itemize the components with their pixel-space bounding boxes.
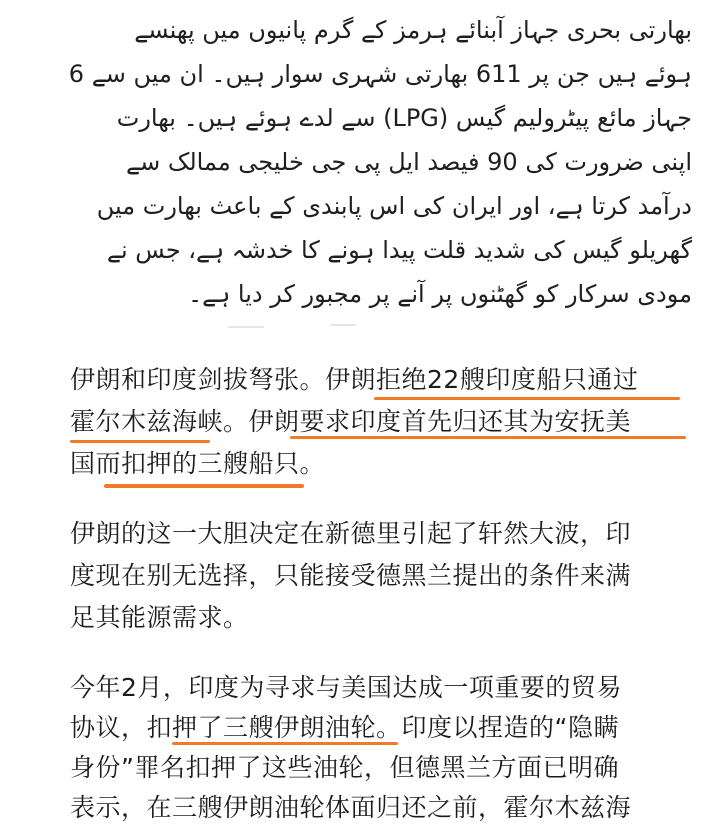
highlight-underline [172, 742, 398, 745]
urdu-line: ہوئے ہیں جن پر 611 بھارتی شہری سوار ہیں۔ ان میں سے 6 [68, 60, 692, 88]
zh-line: 国而扣押的三艘船只。 [70, 449, 326, 478]
faint-mark [330, 324, 356, 326]
highlight-underline [374, 397, 680, 400]
zh-line: 身份”罪名扣押了这些油轮，但德黑兰方面已明确 [70, 753, 619, 782]
urdu-line: مودی سرکار کو گھٹنوں پر آنے پر مجبور کر دیا ہے۔ [188, 280, 692, 308]
highlight-underline [70, 440, 210, 443]
zh-paragraph-3 [70, 666, 690, 832]
urdu-line: درآمد کرتا ہے، اور ایران کی اس پابندی کے باعث بھارت میں [96, 192, 692, 220]
urdu-paragraph [0, 0, 728, 320]
highlight-underline [104, 484, 304, 488]
urdu-line: اپنی ضرورت کی 90 فیصد ایل پی جی خلیجی ممالک سے [126, 148, 692, 176]
zh-line: 伊朗和印度剑拔弩张。伊朗拒绝22艘印度船只通过 [70, 365, 639, 394]
zh-line: 足其能源需求。 [70, 603, 249, 632]
zh-line: 协议，扣押了三艘伊朗油轮。印度以捏造的“隐瞒 [70, 713, 619, 742]
zh-line: 度现在别无选择，只能接受德黑兰提出的条件来满 [70, 561, 632, 590]
urdu-line: بھارتی بحری جہاز آبنائے ہرمز کے گرم پانیوں میں پھنسے [134, 16, 692, 44]
urdu-line: گھریلو گیس کی شدید قلت پیدا ہونے کا خدشہ ہے، جس نے [106, 236, 692, 264]
urdu-line: جہاز مائع پیٹرولیم گیس (LPG) سے لدے ہوئے ہیں۔ بھارت [116, 104, 692, 132]
zh-line: 今年2月，印度为寻求与美国达成一项重要的贸易 [70, 673, 622, 702]
zh-line: 伊朗的这一大胆决定在新德里引起了轩然大波，印 [70, 519, 632, 548]
faint-mark [228, 326, 264, 328]
highlight-underline [290, 436, 686, 439]
zh-line: 霍尔木兹海峡。伊朗要求印度首先归还其为安抚美 [70, 407, 632, 436]
zh-paragraph-1 [70, 358, 690, 498]
zh-line: 表示，在三艘伊朗油轮体面归还之前，霍尔木兹海 [70, 793, 632, 822]
zh-paragraph-2 [70, 512, 690, 652]
